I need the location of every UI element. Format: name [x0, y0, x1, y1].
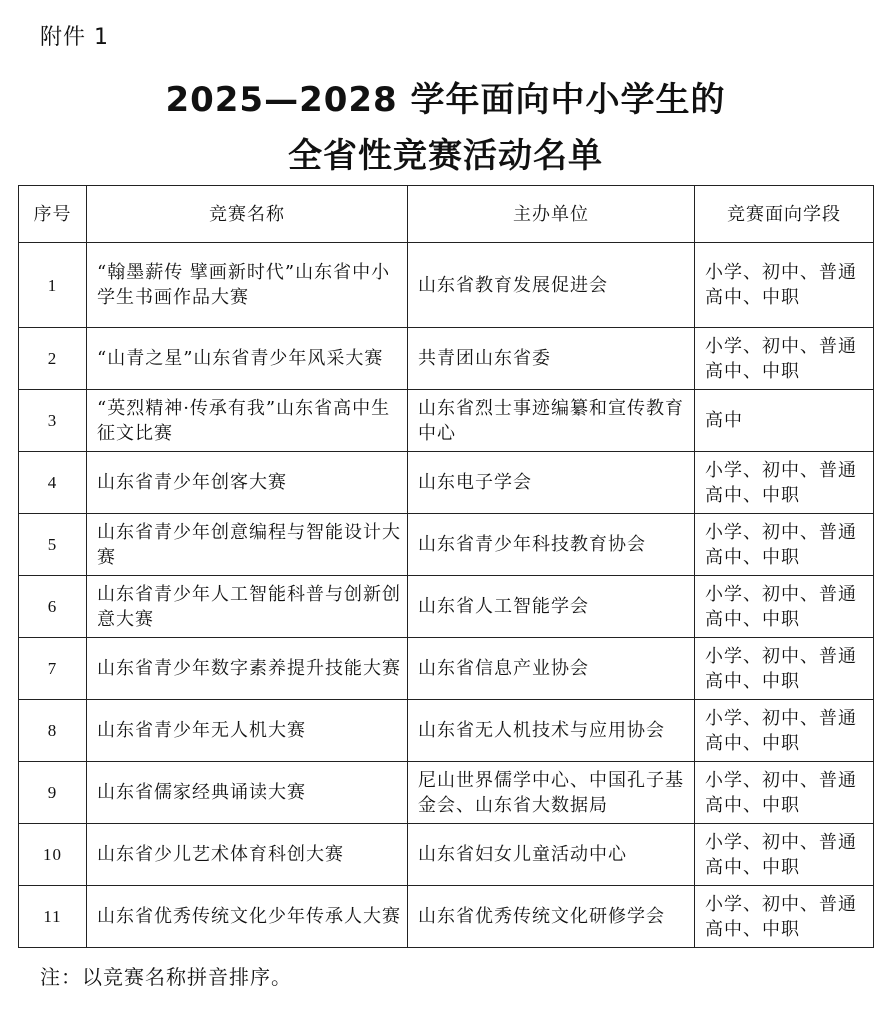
cell-competition-name: 山东省青少年数字素养提升技能大赛	[87, 638, 408, 700]
table-row	[19, 824, 874, 886]
cell-organizer: 山东省信息产业协会	[408, 638, 695, 700]
cell-organizer: 山东电子学会	[408, 452, 695, 514]
table-row	[19, 886, 874, 948]
cell-serial-number: 8	[19, 700, 87, 762]
table-row	[19, 452, 874, 514]
cell-serial-number: 7	[19, 638, 87, 700]
cell-target-stages: 小学、初中、普通高中、中职	[695, 824, 874, 886]
cell-target-stages: 小学、初中、普通高中、中职	[695, 886, 874, 948]
header-competition-name: 竞赛名称	[87, 186, 408, 243]
cell-target-stages: 小学、初中、普通高中、中职	[695, 762, 874, 824]
cell-competition-name: 山东省少儿艺术体育科创大赛	[87, 824, 408, 886]
table-row	[19, 390, 874, 452]
cell-organizer: 山东省无人机技术与应用协会	[408, 700, 695, 762]
cell-competition-name: “翰墨薪传 擘画新时代”山东省中小学生书画作品大赛	[87, 243, 408, 328]
cell-organizer: 尼山世界儒学中心、中国孔子基金会、山东省大数据局	[408, 762, 695, 824]
cell-target-stages: 小学、初中、普通高中、中职	[695, 576, 874, 638]
cell-organizer: 山东省人工智能学会	[408, 576, 695, 638]
cell-organizer: 山东省优秀传统文化研修学会	[408, 886, 695, 948]
document-title-line-1: 2025—2028 学年面向中小学生的	[165, 80, 726, 120]
cell-target-stages: 小学、初中、普通高中、中职	[695, 700, 874, 762]
cell-organizer: 山东省妇女儿童活动中心	[408, 824, 695, 886]
cell-serial-number: 4	[19, 452, 87, 514]
document-title-line-2: 全省性竞赛活动名单	[288, 136, 603, 176]
cell-competition-name: 山东省青少年无人机大赛	[87, 700, 408, 762]
table-row	[19, 243, 874, 328]
cell-target-stages: 小学、初中、普通高中、中职	[695, 514, 874, 576]
header-target-stages: 竞赛面向学段	[695, 186, 874, 243]
cell-organizer: 山东省教育发展促进会	[408, 243, 695, 328]
cell-target-stages: 小学、初中、普通高中、中职	[695, 452, 874, 514]
cell-serial-number: 5	[19, 514, 87, 576]
header-organizer: 主办单位	[408, 186, 695, 243]
table-row	[19, 328, 874, 390]
cell-competition-name: 山东省儒家经典诵读大赛	[87, 762, 408, 824]
competition-table	[18, 185, 874, 948]
cell-serial-number: 2	[19, 328, 87, 390]
table-row	[19, 762, 874, 824]
cell-organizer: 共青团山东省委	[408, 328, 695, 390]
cell-competition-name: 山东省青少年创客大赛	[87, 452, 408, 514]
cell-competition-name: 山东省优秀传统文化少年传承人大赛	[87, 886, 408, 948]
cell-organizer: 山东省青少年科技教育协会	[408, 514, 695, 576]
cell-organizer: 山东省烈士事迹编纂和宣传教育中心	[408, 390, 695, 452]
cell-serial-number: 9	[19, 762, 87, 824]
attachment-label: 附件 1	[40, 25, 109, 50]
table-header-row	[19, 186, 874, 243]
cell-competition-name: 山东省青少年创意编程与智能设计大赛	[87, 514, 408, 576]
cell-serial-number: 1	[19, 243, 87, 328]
cell-target-stages: 小学、初中、普通高中、中职	[695, 638, 874, 700]
cell-competition-name: “山青之星”山东省青少年风采大赛	[87, 328, 408, 390]
header-serial-number: 序号	[19, 186, 87, 243]
table-row	[19, 514, 874, 576]
cell-serial-number: 10	[19, 824, 87, 886]
table-row	[19, 700, 874, 762]
cell-competition-name: 山东省青少年人工智能科普与创新创意大赛	[87, 576, 408, 638]
cell-target-stages: 小学、初中、普通高中、中职	[695, 328, 874, 390]
table-row	[19, 638, 874, 700]
cell-serial-number: 11	[19, 886, 87, 948]
table-row	[19, 576, 874, 638]
footnote: 注：以竞赛名称拼音排序。	[40, 965, 292, 989]
cell-competition-name: “英烈精神·传承有我”山东省高中生征文比赛	[87, 390, 408, 452]
cell-target-stages: 高中	[695, 390, 874, 452]
cell-serial-number: 3	[19, 390, 87, 452]
cell-serial-number: 6	[19, 576, 87, 638]
cell-target-stages: 小学、初中、普通高中、中职	[695, 243, 874, 328]
